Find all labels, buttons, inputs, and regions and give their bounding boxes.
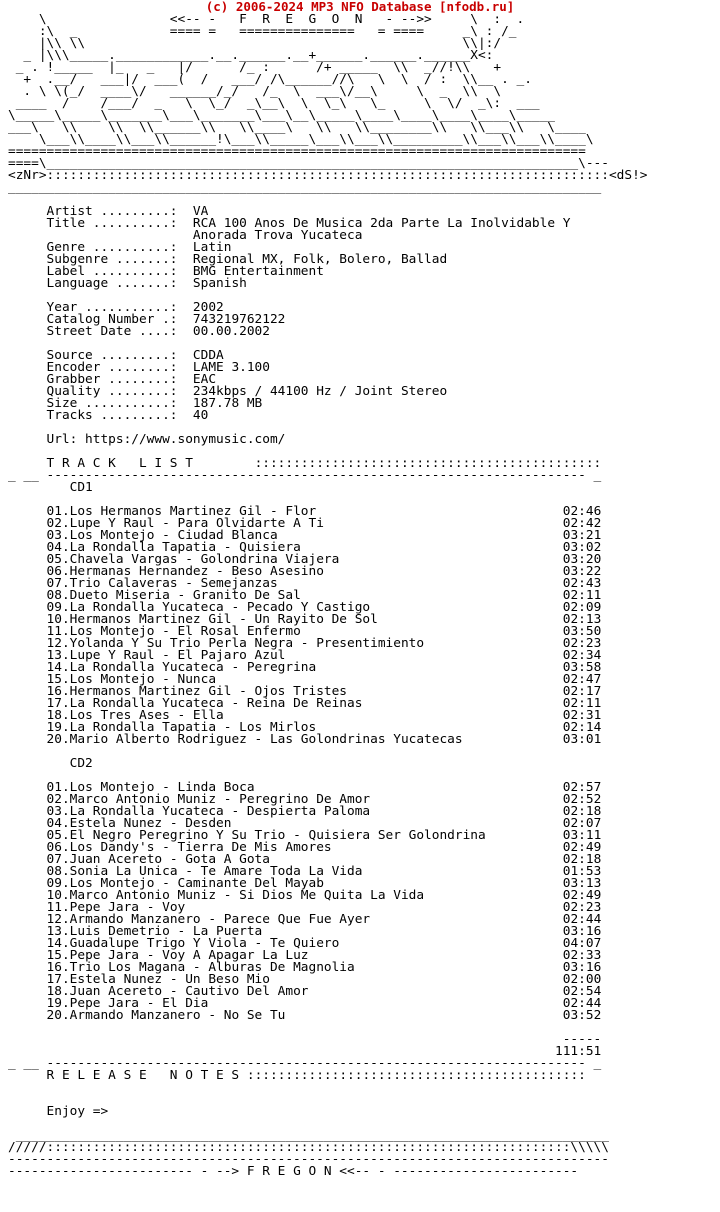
footer-rule-line: _____________________________________________________________________________ xyxy=(8,1128,609,1143)
info-street-date xyxy=(8,326,720,338)
track-time: 02:43 xyxy=(562,576,602,591)
track-time: 02:00 xyxy=(562,972,602,987)
disc-label-1: CD1 xyxy=(69,480,93,495)
info-value-title: Anorada Trova Yucateca xyxy=(192,228,363,243)
info-value-source: CDDA xyxy=(192,348,224,363)
track-time: 02:42 xyxy=(562,516,602,531)
track-time: 02:11 xyxy=(562,588,602,603)
track-number: 17. xyxy=(46,696,70,711)
track-title: La Rondalla Tapatia - Los Mirlos xyxy=(69,720,317,735)
track-number: 12. xyxy=(46,636,70,651)
track-time: 03:02 xyxy=(562,540,602,555)
track-number: 10. xyxy=(46,888,70,903)
track-title: Los Tres Ases - Ella xyxy=(69,708,224,723)
release-notes-heading-line: R E L E A S E N O T E S :::::::::::::::::::::::::::::::::::::::::::: xyxy=(46,1068,586,1083)
track-number: 02. xyxy=(46,792,70,807)
info-label-encoder: Encoder ........: xyxy=(46,360,193,375)
track-number: 19. xyxy=(46,996,70,1011)
track-title: El Negro Peregrino Y Su Trio - Quisiera Ser Golondrina xyxy=(69,828,486,843)
info-label-street-date: Street Date ....: xyxy=(46,324,193,339)
track-time: 02:14 xyxy=(562,720,602,735)
track-title: Estela Nunez - Desden xyxy=(69,816,232,831)
ascii-art-row-0: \ <<-- - F R E G O N - -->> \ : . xyxy=(8,12,525,27)
ascii-art-row-8: \_____\_____\_______\___\_______\___\__\_____\____\____\____\____\_____ xyxy=(8,108,556,123)
info-value-label: BMG Entertainment xyxy=(192,264,324,279)
info-value-year: 2002 xyxy=(192,300,224,315)
track-title: Marco Antonio Muniz - Si Dios Me Quita La Vida xyxy=(69,888,425,903)
info-label-year: Year ...........: xyxy=(46,300,193,315)
copyright-banner: (c) 2006-2024 MP3 NFO Database [nfodb.ru] xyxy=(205,0,515,14)
ds-tag: <dS!> xyxy=(608,168,648,183)
track-title: Marco Antonio Muniz - Peregrino De Amor xyxy=(69,792,371,807)
track-time: 02:44 xyxy=(562,996,602,1011)
track-time: 03:58 xyxy=(562,660,602,675)
track-number: 16. xyxy=(46,960,70,975)
track-number: 13. xyxy=(46,924,70,939)
disc-label-line xyxy=(8,482,720,494)
info-label-grabber: Grabber ........: xyxy=(46,372,193,387)
footer-rule-line: ------------------------------------------------------------------------------ xyxy=(8,1152,609,1167)
track-number: 13. xyxy=(46,648,70,663)
disc-label-line xyxy=(8,758,720,770)
blank-line xyxy=(8,1094,720,1106)
track-time: 02:44 xyxy=(562,912,602,927)
total-time: 111:51 xyxy=(555,1044,602,1059)
track-number: 17. xyxy=(46,972,70,987)
track-time: 02:54 xyxy=(562,984,602,999)
ascii-art-row-9: ___\ \\ \\ \\______\\ \\____\ \\ \\________\\ \\___\\ \____ xyxy=(8,120,586,135)
divider: _ __ ---------------------------------------------------------------------- _ xyxy=(8,468,602,483)
info-value-encoder: LAME 3.100 xyxy=(192,360,270,375)
info-value-url: https://www.sonymusic.com/ xyxy=(85,432,286,447)
track-title: Luis Demetrio - La Puerta xyxy=(69,924,263,939)
info-value-language: Spanish xyxy=(192,276,247,291)
info-value-catalog: 743219762122 xyxy=(192,312,286,327)
track-title: Los Montejo - Nunca xyxy=(69,672,217,687)
track-title: La Rondalla Yucateca - Peregrina xyxy=(69,660,317,675)
track-number: 03. xyxy=(46,528,70,543)
track-time: 02:33 xyxy=(562,948,602,963)
track-title: Pepe Jara - El Dia xyxy=(69,996,209,1011)
track-number: 01. xyxy=(46,504,70,519)
track-title: La Rondalla Yucateca - Pecado Y Castigo xyxy=(69,600,371,615)
track-time: 02:57 xyxy=(562,780,602,795)
track-title: Trio Los Magana - Alburas De Magnolia xyxy=(69,960,355,975)
divider: _ __ ---------------------------------------------------------------------- _ xyxy=(8,1056,602,1071)
track-number: 11. xyxy=(46,900,70,915)
track-time: 02:07 xyxy=(562,816,602,831)
track-time: 02:46 xyxy=(562,504,602,519)
track-title: Hermanos Martinez Gil - Un Rayito De Sol xyxy=(69,612,378,627)
track-title: Juan Acereto - Cautivo Del Amor xyxy=(69,984,309,999)
track-time: 02:18 xyxy=(562,852,602,867)
divider-line xyxy=(8,470,720,482)
info-label-source: Source .........: xyxy=(46,348,193,363)
total-rule-line: ----- xyxy=(562,1032,602,1047)
track-time: 02:34 xyxy=(562,648,602,663)
track-number: 14. xyxy=(46,936,70,951)
track-number: 20. xyxy=(46,1008,70,1023)
info-label-catalog: Catalog Number .: xyxy=(46,312,193,327)
track-number: 05. xyxy=(46,552,70,567)
blank-line xyxy=(8,746,720,758)
track-title: Juan Acereto - Gota A Gota xyxy=(69,852,270,867)
track-number: 15. xyxy=(46,672,70,687)
track-title: La Rondalla Yucateca - Reina De Reinas xyxy=(69,696,363,711)
info-label-subgenre: Subgenre .......: xyxy=(46,252,193,267)
info-value-grabber: EAC xyxy=(192,372,217,387)
ascii-art-row-3: _ |\\\_____.____________.__.______.__+______.______.______X<: xyxy=(8,48,494,63)
track-title: Guadalupe Trigo Y Viola - Te Quiero xyxy=(69,936,340,951)
info-tracks xyxy=(8,410,720,422)
track-number: 02. xyxy=(46,516,70,531)
info-value-size: 187.78 MB xyxy=(192,396,263,411)
ascii-art-row-10: \___\\____\\___\\______!\___\\_____\___\\___\\_________\\___\\___\\____\ xyxy=(8,132,594,147)
info-value-street-date: 00.00.2002 xyxy=(192,324,270,339)
track-title: Los Montejo - Ciudad Blanca xyxy=(69,528,278,543)
track-title: Armando Manzanero - Parece Que Fue Ayer xyxy=(69,912,371,927)
ascii-art-row-11: =========================================================================== xyxy=(8,144,586,159)
track-time: 02:47 xyxy=(562,672,602,687)
track-time: 03:11 xyxy=(562,828,602,843)
info-label-tracks: Tracks .........: xyxy=(46,408,193,423)
track-time: 04:07 xyxy=(562,936,602,951)
track-time: 02:13 xyxy=(562,612,602,627)
release-notes-text: Enjoy => xyxy=(46,1104,109,1119)
track-title: Armando Manzanero - No Se Tu xyxy=(69,1008,286,1023)
track-time: 03:52 xyxy=(562,1008,602,1023)
info-value-quality: 234kbps / 44100 Hz / Joint Stereo xyxy=(192,384,448,399)
info-label-quality: Quality ........: xyxy=(46,384,193,399)
info-label-genre: Genre ..........: xyxy=(46,240,193,255)
track-number: 18. xyxy=(46,708,70,723)
ascii-art-row-6: . \ \(_/ ____\/ ______/_/ /_ \ ___\/__\ \ _ \\ \ xyxy=(8,84,502,99)
ascii-art-row-12: ====\_____________________________________________________________________\--- xyxy=(8,156,609,171)
ascii-art-row-4: _ . !_____ |_ _ |/ /_ : /+ _____ \\ _//!\\ + xyxy=(8,60,502,75)
track-number: 09. xyxy=(46,876,70,891)
track-title: Los Montejo - El Rosal Enfermo xyxy=(69,624,301,639)
track-time: 02:52 xyxy=(562,792,602,807)
nfo-text xyxy=(0,14,720,1178)
footer-signature: F R E G O N xyxy=(246,1164,332,1179)
track-number: 12. xyxy=(46,912,70,927)
disc-label-2: CD2 xyxy=(69,756,93,771)
track-number: 08. xyxy=(46,864,70,879)
track-time: 02:49 xyxy=(562,840,602,855)
tracklist-heading-line: T R A C K L I S T ::::::::::::::::::::::::::::::::::::::::::::: xyxy=(46,456,602,471)
track-title: Sonia La Unica - Te Amare Toda La Vida xyxy=(69,864,363,879)
track-title: Chavela Vargas - Golondrina Viajera xyxy=(69,552,340,567)
track-number: 07. xyxy=(46,852,70,867)
track-time: 03:16 xyxy=(562,924,602,939)
info-label-label: Label ..........: xyxy=(46,264,193,279)
track-number: 04. xyxy=(46,540,70,555)
track-number: 15. xyxy=(46,948,70,963)
ascii-art-row-5: + .__/ ___|/ ___( / ___/ /\______//\ \ \ / : \\__ . _. xyxy=(8,72,532,87)
info-value-tracks: 40 xyxy=(192,408,209,423)
info-value-subgenre: Regional MX, Folk, Bolero, Ballad xyxy=(192,252,448,267)
footer-border-line: /////::::::::::::::::::::::::::::::::::::::::::::::::::::::::::::::::::::\\\\\ xyxy=(8,1140,609,1155)
track-title: Estela Nunez - Un Beso Mio xyxy=(69,972,270,987)
track-time: 02:11 xyxy=(562,696,602,711)
info-label-language: Language .......: xyxy=(46,276,193,291)
rule-line xyxy=(8,182,720,194)
track-time: 03:20 xyxy=(562,552,602,567)
track-title: Los Montejo - Caminante Del Mayab xyxy=(69,876,324,891)
track-number: 01. xyxy=(46,780,70,795)
ascii-art-row-2: |\\ \\ \\|:/ xyxy=(8,36,502,51)
track-title: Trio Calaveras - Semejanzas xyxy=(69,576,278,591)
tracklist-heading: T R A C K L I S T xyxy=(46,456,193,471)
track-time: 02:31 xyxy=(562,708,602,723)
info-label-title: Title ..........: xyxy=(46,216,193,231)
track-number: 06. xyxy=(46,564,70,579)
track-title: Yolanda Y Su Trio Perla Negra - Presentimiento xyxy=(69,636,425,651)
release-notes-text-line xyxy=(8,1106,720,1118)
track-time: 02:17 xyxy=(562,684,602,699)
info-value-artist: VA xyxy=(192,204,209,219)
track-time: 03:21 xyxy=(562,528,602,543)
info-value-genre: Latin xyxy=(192,240,232,255)
track-title: Los Montejo - Linda Boca xyxy=(69,780,255,795)
track-row xyxy=(8,1010,720,1022)
track-title: Hermanos Martinez Gil - Ojos Tristes xyxy=(69,684,348,699)
track-number: 07. xyxy=(46,576,70,591)
track-time: 03:16 xyxy=(562,960,602,975)
info-label-size: Size ...........: xyxy=(46,396,193,411)
track-title: Mario Alberto Rodriguez - Las Golondrinas Yucatecas xyxy=(69,732,463,747)
rule: _____________________________________________________________________________ xyxy=(8,180,602,195)
track-row xyxy=(8,734,720,746)
track-title: Pepe Jara - Voy A Apagar La Luz xyxy=(69,948,309,963)
track-number: 20. xyxy=(46,732,70,747)
track-time: 02:23 xyxy=(562,636,602,651)
track-time: 03:50 xyxy=(562,624,602,639)
blank-line xyxy=(8,1082,720,1094)
track-title: La Rondalla Yucateca - Despierta Paloma xyxy=(69,804,371,819)
track-title: Los Hermanos Martinez Gil - Flor xyxy=(69,504,317,519)
info-label-artist: Artist .........: xyxy=(46,204,193,219)
track-number: 05. xyxy=(46,828,70,843)
track-time: 03:01 xyxy=(562,732,602,747)
colon-fill: ::::::::::::::::::::::::::::::::::::::::::::::::::::::::::::::::::::::::: xyxy=(46,168,609,183)
track-number: 06. xyxy=(46,840,70,855)
track-number: 14. xyxy=(46,660,70,675)
track-title: Pepe Jara - Voy xyxy=(69,900,186,915)
track-title: La Rondalla Tapatia - Quisiera xyxy=(69,540,301,555)
track-number: 16. xyxy=(46,684,70,699)
ascii-art-row-7: ____ / /___/ _ \ \_/ _\__\ \ \_\ \_ \ \/ _\: ___ xyxy=(8,96,540,111)
track-number: 10. xyxy=(46,612,70,627)
track-number: 09. xyxy=(46,600,70,615)
track-number: 08. xyxy=(46,588,70,603)
track-number: 18. xyxy=(46,984,70,999)
track-time: 03:13 xyxy=(562,876,602,891)
track-time: 01:53 xyxy=(562,864,602,879)
track-time: 02:49 xyxy=(562,888,602,903)
track-time: 02:09 xyxy=(562,600,602,615)
track-title: Dueto Miseria - Granito De Sal xyxy=(69,588,301,603)
track-number: 03. xyxy=(46,804,70,819)
ascii-art-row-1: :\ _ ==== = =============== = ==== _\ : /_ xyxy=(8,24,517,39)
track-time: 03:22 xyxy=(562,564,602,579)
track-title: Lupe Y Raul - El Pajaro Azul xyxy=(69,648,286,663)
info-language xyxy=(8,278,720,290)
track-time: 02:18 xyxy=(562,804,602,819)
release-notes-heading: R E L E A S E N O T E S xyxy=(46,1068,240,1083)
track-number: 04. xyxy=(46,816,70,831)
track-number: 11. xyxy=(46,624,70,639)
track-number: 19. xyxy=(46,720,70,735)
info-value-title: RCA 100 Anos De Musica 2da Parte La Inolvidable Y xyxy=(192,216,571,231)
znr-tag: <zNr> xyxy=(8,168,47,183)
info-url: Url: https://www.sonymusic.com/ xyxy=(8,432,286,447)
track-title: Los Dandy's - Tierra De Mis Amores xyxy=(69,840,332,855)
track-title: Lupe Y Raul - Para Olvidarte A Ti xyxy=(69,516,324,531)
track-time: 02:23 xyxy=(562,900,602,915)
footer-signature-line: ------------------------ - --> F R E G O N <<-- - ------------------------ xyxy=(8,1164,579,1179)
track-title: Hermanas Hernandez - Beso Asesino xyxy=(69,564,324,579)
